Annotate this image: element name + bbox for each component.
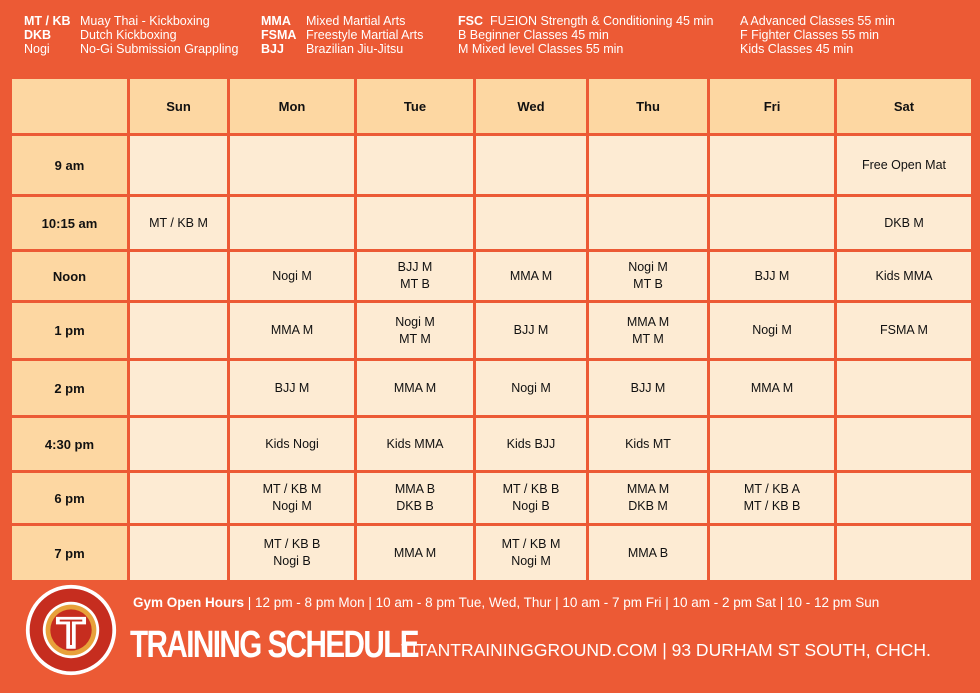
day-header: Fri [710,79,834,133]
class-entry: Nogi M [511,554,551,568]
class-cell [476,473,586,523]
class-cell [130,473,227,523]
day-header: Mon [230,79,354,133]
legend-abbr: FSC [458,14,483,28]
legend-abbr: DKB [24,28,52,42]
legend-desc: Dutch Kickboxing [80,28,177,42]
class-cell [230,303,354,358]
hours-text: | 12 pm - 8 pm Mon | 10 am - 8 pm Tue, Wed, Thur | 10 am - 7 pm Fri | 10 am - 2 pm Sat | 10 - 12 pm Sun [244,595,880,610]
class-entry: Nogi B [512,499,550,513]
class-cell [230,197,354,249]
legend-desc: F Fighter Classes 55 min [740,28,879,42]
class-entry: Nogi M [511,380,551,395]
class-cell [710,136,834,194]
schedule-table [12,79,967,576]
class-cell [130,136,227,194]
class-entry: Nogi M [395,314,435,329]
time-cell: 6 pm [12,473,127,523]
class-cell [589,136,707,194]
legend-abbr: BJJ [261,42,284,56]
class-entry: MT M [399,331,431,346]
class-entry: Kids MT [625,436,671,451]
class-entry: BJJ M [274,380,310,395]
class-entry: MT / KB B [263,537,321,551]
class-cell [589,361,707,415]
class-cell [357,361,473,415]
legend-abbr: Nogi [24,42,50,56]
class-cell [710,252,834,300]
class-cell [589,252,707,300]
class-entry: MT M [632,331,664,346]
class-cell [130,303,227,358]
class-cell [837,473,971,523]
class-entry: MT / KB B [743,499,801,513]
class-cell [357,526,473,580]
time-cell: 9 am [12,136,127,194]
time-cell: 7 pm [12,526,127,580]
class-cell [230,252,354,300]
class-entry: Nogi M [272,499,312,513]
class-entry: MMA M [626,314,670,329]
page-title: TRAINING SCHEDULE [130,624,419,666]
class-cell [357,303,473,358]
class-entry: DKB M [628,499,668,513]
class-cell [710,526,834,580]
class-entry: MT / KB B [502,482,560,496]
class-cell [589,418,707,470]
class-cell [476,136,586,194]
day-header: Sun [130,79,227,133]
time-cell: 10:15 am [12,197,127,249]
class-entry: BJJ M [513,323,549,337]
class-cell [130,418,227,470]
class-entry: BJJ M [630,380,666,395]
class-cell [130,361,227,415]
class-cell [130,526,227,580]
class-entry: Kids MMA [875,268,933,283]
class-cell [357,197,473,249]
time-cell: 1 pm [12,303,127,358]
legend-desc: A Advanced Classes 55 min [740,14,895,28]
class-cell [357,136,473,194]
day-header: Thu [589,79,707,133]
class-cell [837,197,971,249]
class-cell [837,303,971,358]
class-cell [357,418,473,470]
legend-desc: Mixed Martial Arts [306,14,406,28]
class-entry: BJJ M [397,260,433,274]
legend-column-1 [24,14,238,56]
class-entry: BJJ M [754,268,790,283]
class-entry: DKB B [396,499,434,513]
legend-desc: FUΞION Strength & Conditioning 45 min [490,14,714,28]
class-cell [130,197,227,249]
class-entry: MMA M [750,380,794,395]
class-entry: MMA B [394,482,436,496]
class-entry: Free Open Mat [861,157,947,172]
class-entry: Nogi M [272,268,312,283]
class-cell [476,361,586,415]
class-entry: DKB M [884,215,924,230]
class-cell [710,418,834,470]
class-cell [710,361,834,415]
legend-column-2 [261,14,423,56]
class-entry: MT / KB M [262,482,322,496]
legend-desc: B Beginner Classes 45 min [458,28,609,42]
class-entry: MT / KB A [743,482,801,496]
class-cell [476,418,586,470]
class-entry: Kids Nogi [265,436,319,451]
class-cell [476,252,586,300]
legend-abbr: MT / KB [24,14,71,28]
class-cell [230,473,354,523]
class-entry: MT / KB M [149,215,208,230]
class-cell [476,303,586,358]
class-cell [710,303,834,358]
class-cell [837,136,971,194]
class-cell [589,197,707,249]
class-cell [589,526,707,580]
class-cell [837,418,971,470]
class-cell [589,473,707,523]
class-cell [837,252,971,300]
class-entry: MMA M [626,482,670,496]
class-entry: MT B [400,277,430,291]
hours-label: Gym Open Hours [133,595,245,610]
header-corner-cell [12,79,127,133]
class-entry: MT / KB M [501,537,561,551]
class-cell [710,197,834,249]
legend-desc: Brazilian Jiu-Jitsu [306,42,404,56]
class-entry: Nogi B [273,554,311,568]
class-cell [476,197,586,249]
class-cell [230,361,354,415]
time-cell: 4:30 pm [12,418,127,470]
class-cell [589,303,707,358]
day-header: Sat [837,79,971,133]
legend-desc: M Mixed level Classes 55 min [458,42,624,56]
class-cell [710,473,834,523]
class-entry: FSMA M [880,323,928,337]
class-entry: MMA M [393,380,437,395]
day-header: Wed [476,79,586,133]
time-cell: 2 pm [12,361,127,415]
class-cell [230,526,354,580]
legend-abbr: FSMA [261,28,297,42]
class-cell [230,136,354,194]
class-cell [357,473,473,523]
time-cell: Noon [12,252,127,300]
legend-desc: Kids Classes 45 min [740,42,854,56]
class-entry: MMA M [270,323,314,337]
legend-desc: Muay Thai - Kickboxing [80,14,210,28]
class-cell [230,418,354,470]
class-cell [476,526,586,580]
class-entry: Kids MMA [386,436,444,451]
website-address: TITANTRAININGGROUND.COM | 93 DURHAM ST SOUTH, CHCH. [401,640,931,660]
class-cell [837,526,971,580]
class-cell [357,252,473,300]
class-entry: MMA M [509,268,553,283]
legend-column-4 [740,14,895,56]
class-entry: Kids BJJ [506,436,556,451]
class-entry: MMA M [393,545,437,560]
class-entry: Nogi M [752,323,792,337]
class-cell [837,361,971,415]
class-entry: Nogi M [628,260,668,274]
day-header: Tue [357,79,473,133]
gym-open-hours [133,595,879,610]
legend-desc: No-Gi Submission Grappling [80,42,239,56]
legend-desc: Freestyle Martial Arts [306,28,424,42]
class-cell [130,252,227,300]
titan-logo-icon [24,583,118,677]
class-entry: MMA B [627,545,669,560]
legend-column-3 [458,14,714,56]
legend-abbr: MMA [261,14,291,28]
class-entry: MT B [633,277,663,291]
